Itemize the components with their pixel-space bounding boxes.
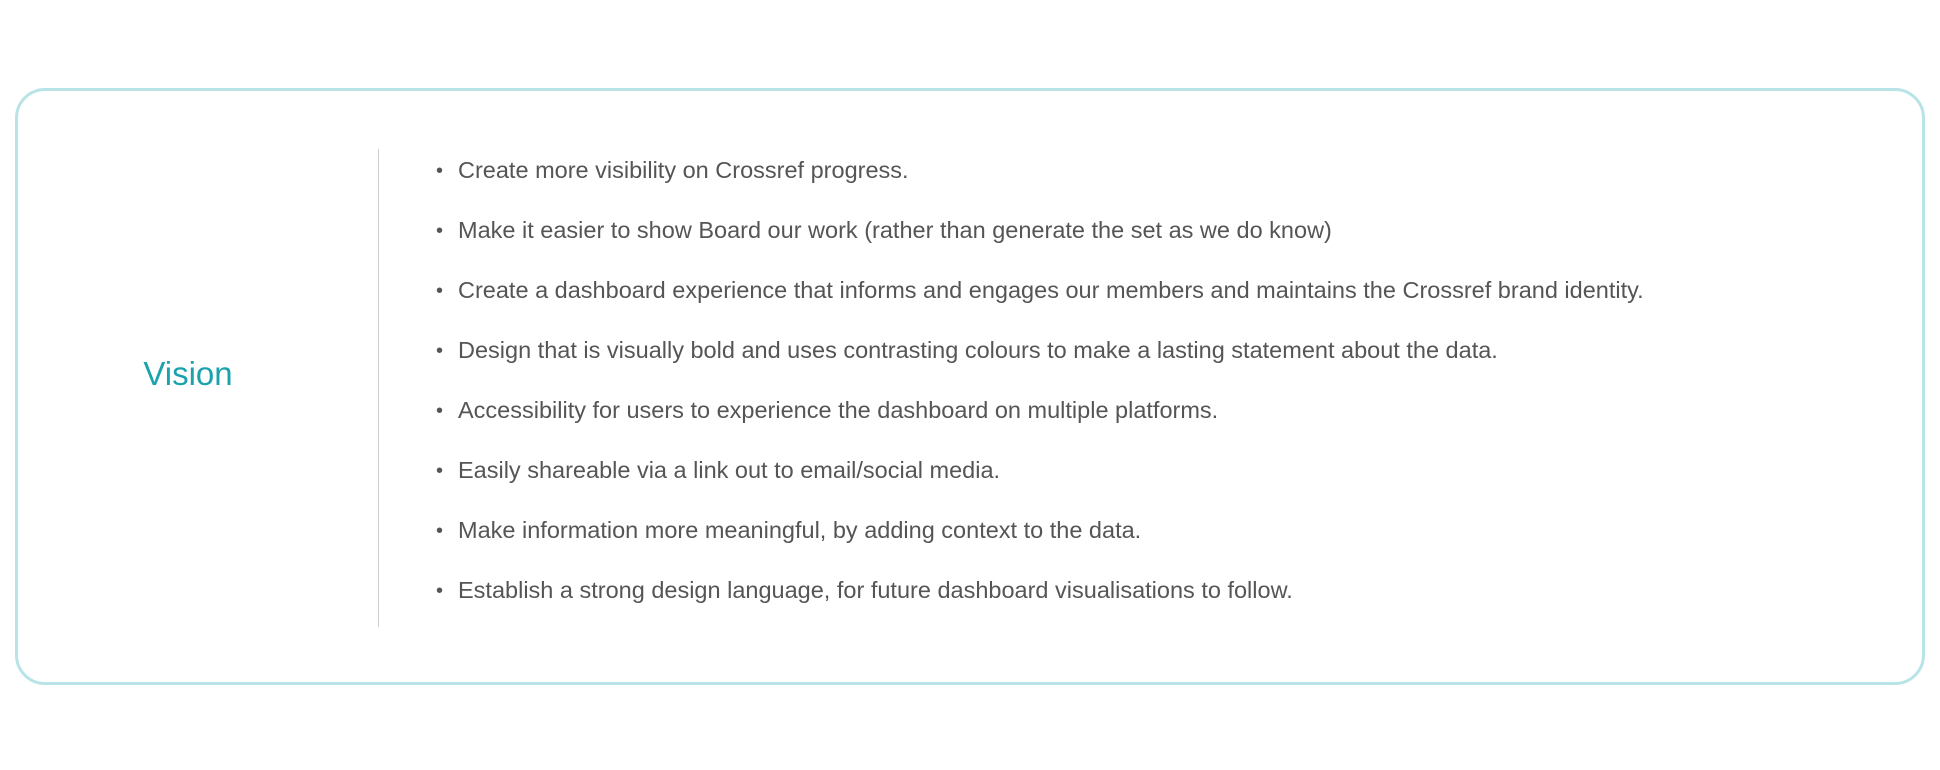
list-item-text: Create more visibility on Crossref progress. [458, 157, 909, 183]
list-item-text: Make information more meaningful, by adding context to the data. [458, 517, 1142, 543]
list-item-text: Easily shareable via a link out to email/social media. [458, 457, 1001, 483]
list-item [436, 217, 1644, 277]
vision-heading: Vision [143, 355, 233, 392]
bullet-icon: • [436, 160, 444, 182]
list-item [436, 277, 1644, 337]
vision-bullet-list [436, 157, 1644, 637]
list-item-text: Make it easier to show Board our work (rather than generate the set as we do know) [458, 217, 1332, 243]
bullet-icon: • [436, 460, 444, 482]
list-item-text: Create a dashboard experience that informs and engages our members and maintains the Crossref brand identity. [458, 277, 1644, 303]
list-item-text: Accessibility for users to experience the dashboard on multiple platforms. [458, 397, 1219, 423]
bullet-icon: • [436, 340, 444, 362]
section-divider [378, 149, 379, 627]
bullet-icon: • [436, 400, 444, 422]
vision-card [15, 88, 1925, 685]
list-item [436, 337, 1644, 397]
list-item [436, 517, 1644, 577]
list-item-text: Design that is visually bold and uses contrasting colours to make a lasting statement about the data. [458, 337, 1498, 363]
list-item [436, 457, 1644, 517]
list-item-text: Establish a strong design language, for future dashboard visualisations to follow. [458, 577, 1293, 603]
list-item [436, 157, 1644, 217]
bullet-icon: • [436, 220, 444, 242]
bullet-icon: • [436, 580, 444, 602]
bullet-icon: • [436, 520, 444, 542]
list-item [436, 397, 1644, 457]
list-item [436, 577, 1644, 637]
bullet-icon: • [436, 280, 444, 302]
